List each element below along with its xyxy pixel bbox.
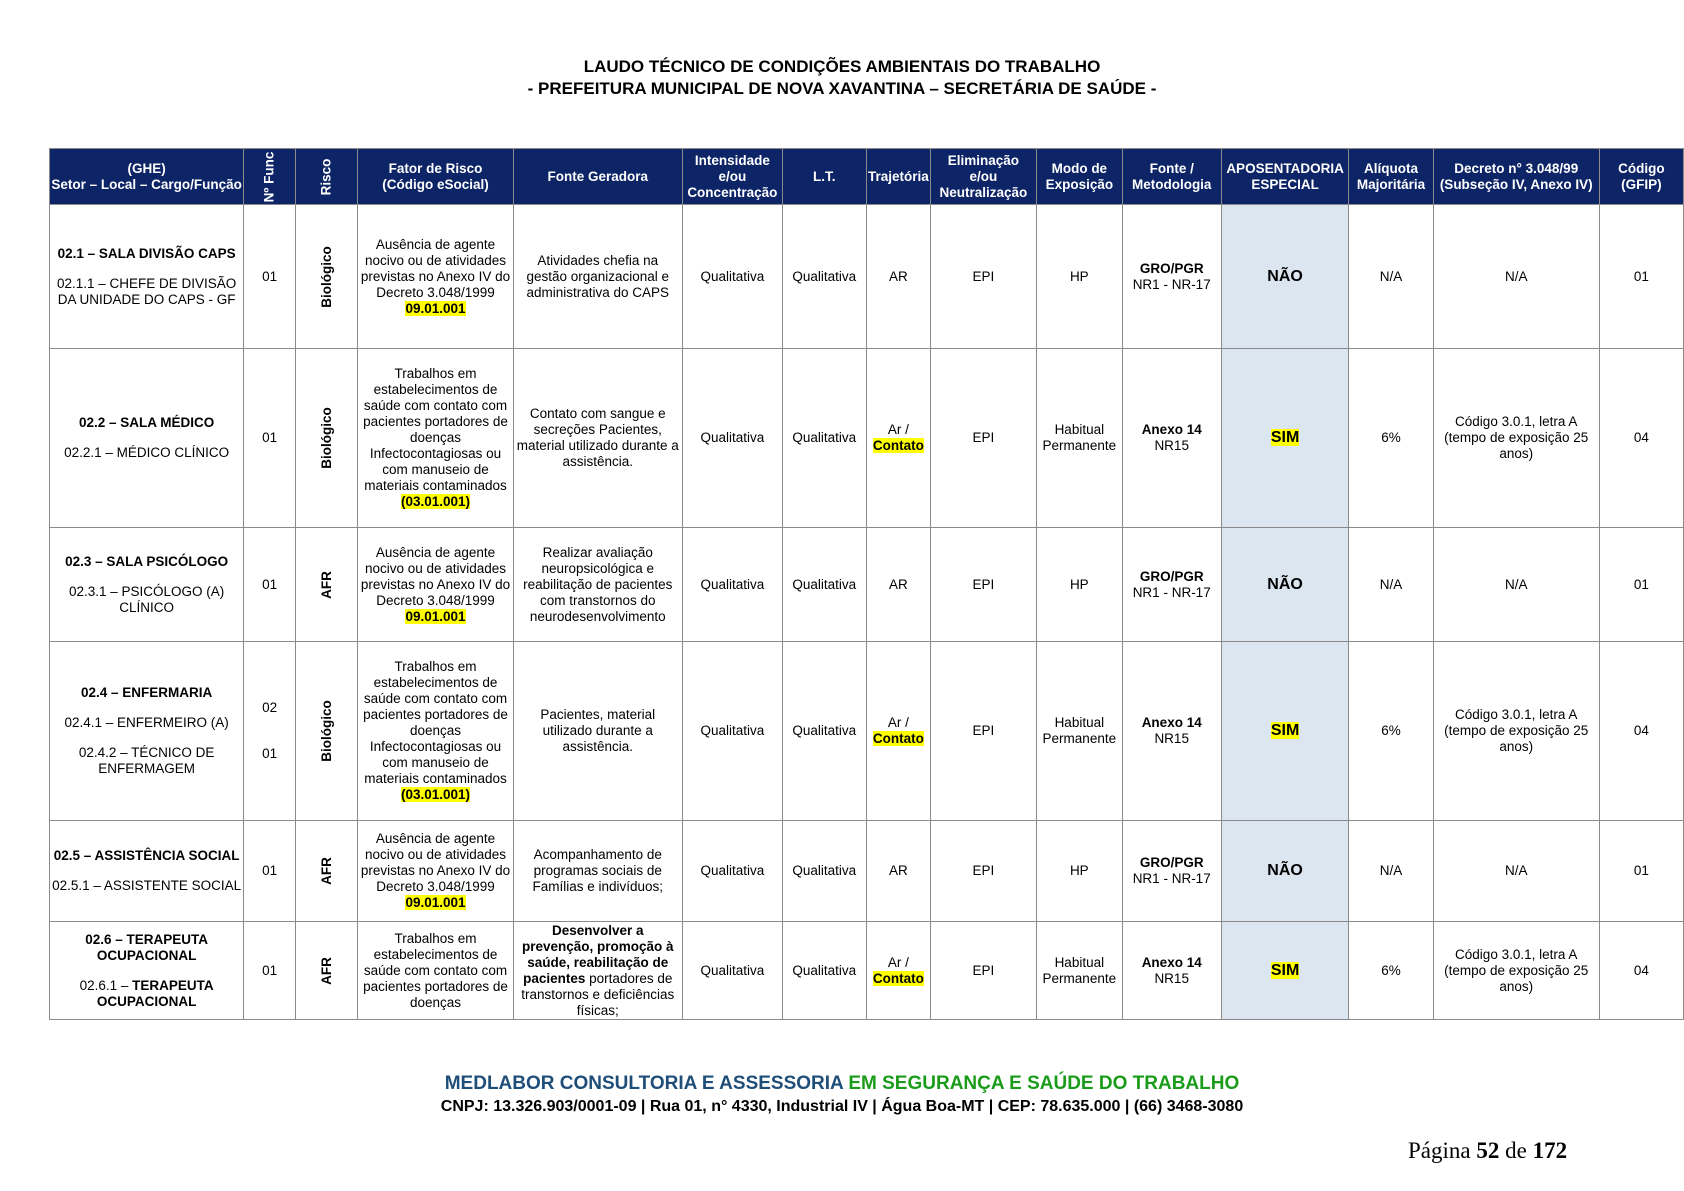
decreto-cell: N/A [1433, 528, 1599, 642]
col-eliminacao: Eliminação e/ou Neutralização [930, 149, 1036, 205]
cargo-name: 02.2.1 – MÉDICO CLÍNICO [64, 445, 230, 460]
codigo-cell: 04 [1599, 349, 1683, 528]
table-row [50, 349, 1684, 528]
aliquota-cell: 6% [1349, 642, 1433, 821]
footer-company [0, 1073, 1684, 1095]
col-intensidade: Intensidade e/ou Concentração [683, 149, 783, 205]
ghe-cell [50, 922, 244, 1020]
col-aliquota: Alíquota Majoritária [1349, 149, 1433, 205]
aposentadoria-cell: NÃO [1221, 821, 1349, 922]
cargo-name: 02.4.2 – TÉCNICO DE ENFERMAGEM [78, 745, 215, 776]
lt-cell: Qualitativa [782, 349, 866, 528]
table-row [50, 642, 1684, 821]
lt-cell: Qualitativa [782, 205, 866, 349]
col-modo-exposicao: Modo de Exposição [1037, 149, 1123, 205]
esocial-code: (03.01.001) [400, 787, 471, 802]
table-row [50, 528, 1684, 642]
lt-cell: Qualitativa [782, 642, 866, 821]
intensidade-cell: Qualitativa [683, 642, 783, 821]
decreto-cell: Código 3.0.1, letra A (tempo de exposição 25 anos) [1433, 642, 1599, 821]
metodologia-cell: Anexo 14 NR15 [1122, 922, 1221, 1020]
aposentadoria-cell: SIM [1221, 922, 1349, 1020]
ghe-cell [50, 349, 244, 528]
risco-cell: AFR [295, 922, 358, 1020]
col-ghe: (GHE) Setor – Local – Cargo/Função [50, 149, 244, 205]
col-fonte-metodologia: Fonte / Metodologia [1122, 149, 1221, 205]
intensidade-cell: Qualitativa [683, 528, 783, 642]
table-row [50, 205, 1684, 349]
trajetoria-cell: Ar / Contato [866, 349, 930, 528]
risk-table [49, 148, 1684, 1020]
trajetoria-cell: AR [866, 528, 930, 642]
company-tagline: EM SEGURANÇA E SAÚDE DO TRABALHO [848, 1073, 1240, 1094]
table-header-row [50, 149, 1684, 205]
cargo-name: 02.5.1 – ASSISTENTE SOCIAL [52, 878, 242, 893]
aliquota-cell: 6% [1349, 349, 1433, 528]
col-codigo: Código (GFIP) [1599, 149, 1683, 205]
sector-name: 02.4 – ENFERMARIA [81, 685, 213, 700]
eliminacao-cell: EPI [930, 821, 1036, 922]
codigo-cell: 04 [1599, 922, 1683, 1020]
fonte-cell: Atividades chefia na gestão organizacional e administrativa do CAPS [513, 205, 683, 349]
col-aposentadoria: APOSENTADORIA ESPECIAL [1221, 149, 1349, 205]
fonte-cell: Desenvolver a prevenção, promoção à saúde, reabilitação de pacientes portadores de transtornos e deficiências físicas; [513, 922, 683, 1020]
aliquota-cell: N/A [1349, 205, 1433, 349]
codigo-cell: 01 [1599, 528, 1683, 642]
col-trajetoria: Trajetória [866, 149, 930, 205]
intensidade-cell: Qualitativa [683, 349, 783, 528]
cargo-name: 02.3.1 – PSICÓLOGO (A) CLÍNICO [68, 583, 225, 615]
sector-name: 02.1 – SALA DIVISÃO CAPS [57, 245, 236, 261]
risco-cell: AFR [295, 821, 358, 922]
decreto-cell: Código 3.0.1, letra A (tempo de exposição 25 anos) [1433, 349, 1599, 528]
modo-cell: HP [1037, 821, 1123, 922]
modo-cell: HP [1037, 205, 1123, 349]
ghe-cell [50, 205, 244, 349]
metodologia-cell: GRO/PGR NR1 - NR-17 [1122, 528, 1221, 642]
risco-cell: AFR [295, 528, 358, 642]
aliquota-cell: N/A [1349, 821, 1433, 922]
fator-cell: Ausência de agente nocivo ou de atividades previstas no Anexo IV do Decreto 3.048/1999 09.01.001 [358, 205, 513, 349]
modo-cell: Habitual Permanente [1037, 349, 1123, 528]
intensidade-cell: Qualitativa [683, 821, 783, 922]
col-nfunc: Nº Func [244, 149, 296, 205]
col-risco: Risco [295, 149, 358, 205]
ghe-cell [50, 528, 244, 642]
esocial-code: 09.01.001 [405, 608, 466, 624]
eliminacao-cell: EPI [930, 528, 1036, 642]
risco-cell: Biológico [295, 349, 358, 528]
metodologia-cell: GRO/PGR NR1 - NR-17 [1122, 821, 1221, 922]
company-name: MEDLABOR CONSULTORIA E ASSESSORIA [444, 1073, 844, 1094]
lt-cell: Qualitativa [782, 821, 866, 922]
nfunc-cell: 01 [244, 349, 296, 528]
trajetoria-cell: AR [866, 205, 930, 349]
ghe-cell [50, 821, 244, 922]
esocial-code: (03.01.001) [400, 494, 471, 509]
fonte-cell: Realizar avaliação neuropsicológica e reabilitação de pacientes com transtornos do neurodesenvolvimento [513, 528, 683, 642]
metodologia-cell: Anexo 14 NR15 [1122, 349, 1221, 528]
eliminacao-cell: EPI [930, 205, 1036, 349]
trajetoria-cell: Ar / Contato [866, 922, 930, 1020]
intensidade-cell: Qualitativa [683, 205, 783, 349]
nfunc-cell: 01 [244, 821, 296, 922]
sector-name: 02.5 – ASSISTÊNCIA SOCIAL [53, 848, 240, 863]
modo-cell: Habitual Permanente [1037, 922, 1123, 1020]
risco-cell: Biológico [295, 642, 358, 821]
fonte-cell: Pacientes, material utilizado durante a assistência. [513, 642, 683, 821]
trajetoria-cell: AR [866, 821, 930, 922]
aliquota-cell: 6% [1349, 922, 1433, 1020]
nfunc-cell: 01 [244, 205, 296, 349]
fator-cell: Ausência de agente nocivo ou de atividades previstas no Anexo IV do Decreto 3.048/1999 09.01.001 [358, 528, 513, 642]
document-title: LAUDO TÉCNICO DE CONDIÇÕES AMBIENTAIS DO TRABALHO [583, 57, 1101, 76]
modo-cell: HP [1037, 528, 1123, 642]
fator-cell: Trabalhos em estabelecimentos de saúde com contato com pacientes portadores de doenças Infectocontagiosas ou com manuseio de materiais contaminados (03.01.001) [358, 642, 513, 821]
aposentadoria-cell: NÃO [1221, 528, 1349, 642]
modo-cell: Habitual Permanente [1037, 642, 1123, 821]
document-subtitle: - PREFEITURA MUNICIPAL DE NOVA XAVANTINA – SECRETÁRIA DE SAÚDE - [527, 79, 1157, 98]
esocial-code: 09.01.001 [405, 895, 466, 910]
eliminacao-cell: EPI [930, 642, 1036, 821]
table-row [50, 821, 1684, 922]
lt-cell: Qualitativa [782, 922, 866, 1020]
cargo-name: 02.4.1 – ENFERMEIRO (A) [64, 715, 229, 730]
cargo-name: 02.6.1 – TERAPEUTA OCUPACIONAL [79, 977, 214, 1009]
aposentadoria-cell: NÃO [1221, 205, 1349, 349]
col-fonte-geradora: Fonte Geradora [513, 149, 683, 205]
eliminacao-cell: EPI [930, 922, 1036, 1020]
risco-cell: Biológico [295, 205, 358, 349]
codigo-cell: 01 [1599, 205, 1683, 349]
nfunc-cell: 01 [244, 528, 296, 642]
metodologia-cell: GRO/PGR NR1 - NR-17 [1122, 205, 1221, 349]
metodologia-cell: Anexo 14 NR15 [1122, 642, 1221, 821]
page-number: Página 52 de 172 [1408, 1138, 1568, 1163]
sector-name: 02.6 – TERAPEUTA OCUPACIONAL [85, 931, 209, 963]
nfunc-cell: 02 01 [244, 642, 296, 821]
fator-cell: Trabalhos em estabelecimentos de saúde com contato com pacientes portadores de doenças Infectocontagiosas ou com manuseio de materiais contaminados (03.01.001) [358, 349, 513, 528]
lt-cell: Qualitativa [782, 528, 866, 642]
sector-name: 02.3 – SALA PSICÓLOGO [65, 553, 229, 569]
esocial-code: 09.01.001 [405, 300, 466, 316]
decreto-cell: Código 3.0.1, letra A (tempo de exposição 25 anos) [1433, 922, 1599, 1020]
sector-name: 02.2 – SALA MÉDICO [79, 415, 215, 430]
aposentadoria-cell: SIM [1221, 642, 1349, 821]
col-fator-risco: Fator de Risco (Código eSocial) [358, 149, 513, 205]
trajetoria-cell: Ar / Contato [866, 642, 930, 821]
decreto-cell: N/A [1433, 205, 1599, 349]
codigo-cell: 01 [1599, 821, 1683, 922]
fator-cell: Ausência de agente nocivo ou de atividades previstas no Anexo IV do Decreto 3.048/1999 09.01.001 [358, 821, 513, 922]
ghe-cell [50, 642, 244, 821]
cargo-name: 02.1.1 – CHEFE DE DIVISÃO DA UNIDADE DO CAPS - GF [56, 275, 237, 307]
nfunc-cell: 01 [244, 922, 296, 1020]
fonte-cell: Acompanhamento de programas sociais de Famílias e indivíduos; [513, 821, 683, 922]
col-lt: L.T. [782, 149, 866, 205]
aliquota-cell: N/A [1349, 528, 1433, 642]
aposentadoria-cell: SIM [1221, 349, 1349, 528]
decreto-cell: N/A [1433, 821, 1599, 922]
table-row [50, 922, 1684, 1020]
footer-address: CNPJ: 13.326.903/0001-09 | Rua 01, n° 4330, Industrial IV | Água Boa-MT | CEP: 78.635.000 | (66) 3468-3080 [440, 1098, 1244, 1115]
col-decreto: Decreto n° 3.048/99 (Subseção IV, Anexo IV) [1433, 149, 1599, 205]
intensidade-cell: Qualitativa [683, 922, 783, 1020]
fator-cell: Trabalhos em estabelecimentos de saúde com contato com pacientes portadores de doenças [358, 922, 513, 1020]
eliminacao-cell: EPI [930, 349, 1036, 528]
codigo-cell: 04 [1599, 642, 1683, 821]
fonte-cell: Contato com sangue e secreções Pacientes, material utilizado durante a assistência. [513, 349, 683, 528]
